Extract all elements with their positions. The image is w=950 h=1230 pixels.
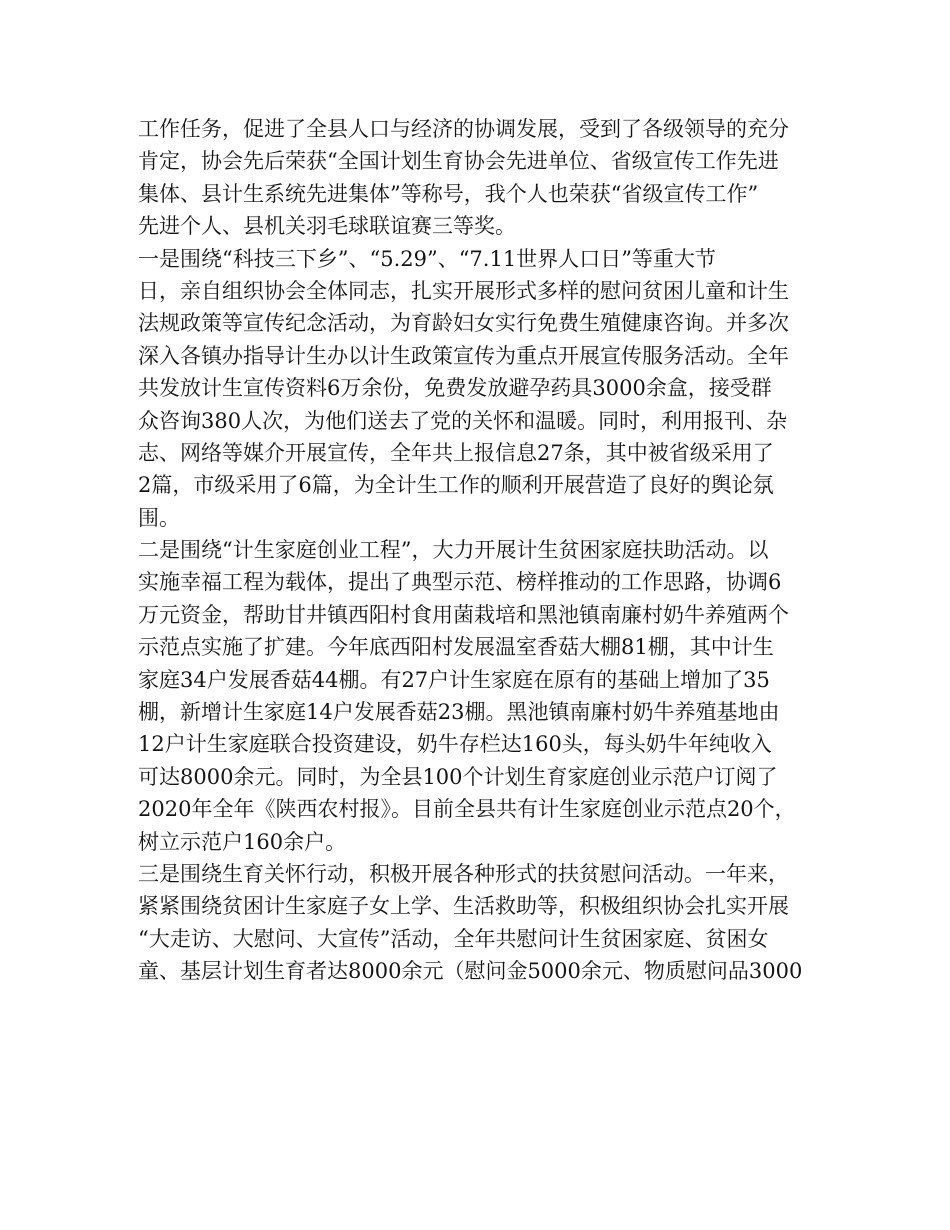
text-line: 先进个人、县机关羽毛球联谊赛三等奖。 — [138, 214, 516, 239]
text-line: 童、基层计划生育者达8000余元（慰问金5000余元、物质慰问品3000 — [138, 959, 803, 984]
text-line: 2020年全年《陕西农村报》。目前全县共有计生家庭创业示范点20个， — [138, 797, 796, 822]
text-line: 一是围绕“科技三下乡”、“5.29”、“7.11世界人口日”等重大节 — [138, 246, 716, 271]
text-line: 实施幸福工程为载体，提出了典型示范、榜样推动的工作思路，协调6 — [138, 570, 782, 595]
text-line: 志、网络等媒介开展宣传，全年共上报信息27条，其中被省级采用了 — [138, 440, 774, 465]
text-line: “大走访、大慰问、大宣传”活动，全年共慰问计生贫困家庭、贫困女 — [138, 926, 769, 951]
text-line: 2篇，市级采用了6篇，为全计生工作的顺利开展营造了良好的舆论氛 — [138, 473, 774, 498]
text-line: 三是围绕生育关怀行动，积极开展各种形式的扶贫慰问活动。一年来， — [138, 861, 789, 886]
text-line: 法规政策等宣传纪念活动，为育龄妇女实行免费生殖健康咨询。并多次 — [138, 311, 789, 336]
text-line: 树立示范户160余户。 — [138, 829, 347, 854]
text-line: 深入各镇办指导计生办以计生政策宣传为重点开展宣传服务活动。全年 — [138, 343, 789, 368]
text-line: 日，亲自组织协会全体同志，扎实开展形式多样的慰问贫困儿童和计生 — [138, 278, 789, 303]
text-line: 紧紧围绕贫困计生家庭子女上学、生活救助等，积极组织协会扎实开展 — [138, 894, 789, 919]
text-line: 可达8000余元。同时，为全县100个计划生育家庭创业示范户订阅了 — [138, 764, 778, 789]
text-line: 棚，新增计生家庭14户发展香菇23棚。黑池镇南廉村奶牛养殖基地由 — [138, 700, 780, 725]
text-line: 集体、县计生系统先进集体”等称号，我个人也荣获“省级宣传工作” — [138, 181, 759, 206]
document-body — [138, 113, 838, 988]
text-line: 肯定，协会先后荣获“全国计划生育协会先进单位、省级宣传工作先进 — [138, 149, 779, 174]
text-line: 万元资金，帮助甘井镇西阳村食用菌栽培和黑池镇南廉村奶牛养殖两个 — [138, 602, 789, 627]
text-line: 共发放计生宣传资料6万余份，免费发放避孕药具3000余盒，接受群 — [138, 376, 772, 401]
text-line: 众咨询380人次，为他们送去了党的关怀和温暖。同时，利用报刊、杂 — [138, 408, 788, 433]
text-line: 围。 — [138, 505, 180, 530]
text-line: 家庭34户发展香菇44棚。有27户计生家庭在原有的基础上增加了35 — [138, 667, 770, 692]
text-line: 示范点实施了扩建。今年底西阳村发展温室香菇大棚81棚，其中计生 — [138, 635, 774, 660]
text-line: 工作任务，促进了全县人口与经济的协调发展，受到了各级领导的充分 — [138, 117, 789, 141]
text-line: 12户计生家庭联合投资建设，奶牛存栏达160头，每头奶牛年纯收入 — [138, 732, 772, 757]
text-line: 二是围绕“计生家庭创业工程”，大力开展计生贫困家庭扶助活动。以 — [138, 538, 769, 563]
